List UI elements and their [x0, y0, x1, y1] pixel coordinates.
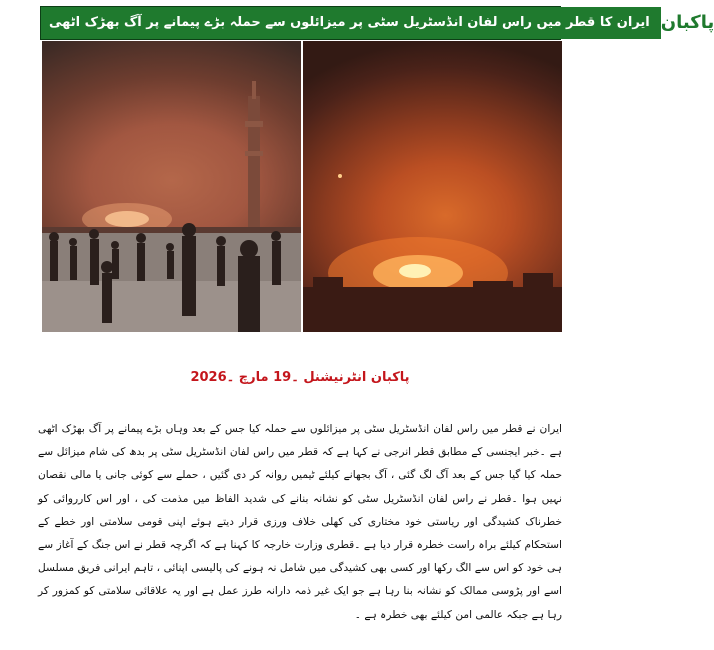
dateline: پاکبان انٹرنیشنل ۔19 مارچ ۔2026 — [190, 370, 410, 385]
headline: ایران کا قطر میں راس لفان انڈسٹریل سٹی پر میزائلوں سے حملہ بڑے پیمانے پر آگ بھڑک اٹھی — [41, 7, 658, 39]
photo-left-crowd-waterfront — [42, 41, 301, 332]
news-header — [40, 6, 714, 40]
brand-logo: پاکبان — [658, 7, 714, 39]
photo-right-fire-glow — [303, 41, 562, 332]
article-body: ایران نے قطر میں راس لفان انڈسٹریل سٹی پر میزائلوں سے حملہ کیا جس کے بعد وہاں بڑے پیمانے پر آگ بھڑک اٹھی ہے ۔خبر ایجنسی کے مطابق قطر انرجی نے کہا ہے کہ قطر میں راس لفان انڈسٹریل سٹی پر بدھ کی شام میزائل سے حملہ کیا گیا جس کے بعد آگ لگ گئی ، آگ بجھانے کیلئے ٹیمیں روانہ کر دی گئیں ، حملے سے کوئی جانی یا مالی نقصان نہیں ہوا ۔قطر نے راس لفان انڈسٹریل سٹی کو نشانہ بنانے کی شدید الفاظ میں مذمت کی ، اور اس کارروائی کو خطرناک کشیدگی اور ریاستی خود مختاری کی کھلی خلاف ورزی قرار دیتے ہوئے اپنی قومی سلامتی اور خطے کے استحکام کیلئے براہ راست خطرہ قرار دیا ہے ۔قطری وزارت خارجہ کا کہنا ہے کہ اگرچہ قطر نے اس جنگ کے آغاز سے ہی خود کو اس سے الگ رکھا اور کسی بھی کشیدگی میں شامل نہ ہونے کی پالیسی اپنائی ، تاہم ایرانی فریق مسلسل اسے اور پڑوسی ممالک کو نشانہ بنا رہا ہے جو ایک غیر ذمہ دارانہ طرز عمل ہے اور یہ علاقائی سلامتی کو کمزور کر رہا ہے جبکہ عالمی امن کیلئے بھی خطرہ ہے ۔ — [38, 423, 562, 621]
